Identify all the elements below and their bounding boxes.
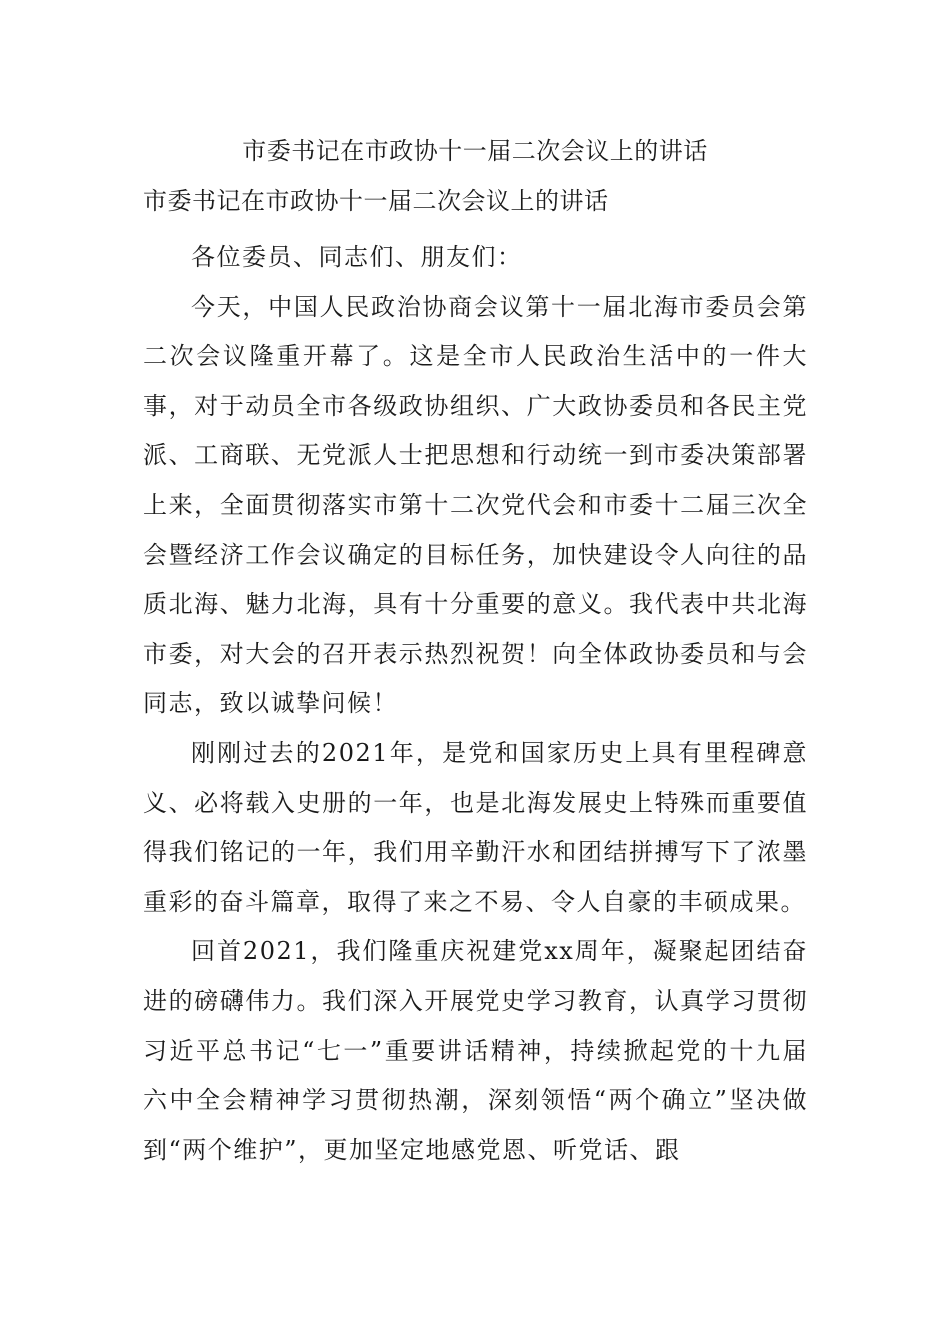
document-subtitle: 市委书记在市政协十一届二次会议上的讲话 xyxy=(143,187,609,215)
document-body xyxy=(143,233,808,1175)
document-title: 市委书记在市政协十一届二次会议上的讲话 xyxy=(242,137,708,165)
body-paragraph: 刚刚过去的2021年，是党和国家历史上具有里程碑意义、必将载入史册的一年，也是北海发展史上特殊而重要值得我们铭记的一年，我们用辛勤汗水和团结拼搏写下了浓墨重彩的奋斗篇章，取得了来之不易、令人自豪的丰硕成果。 xyxy=(143,738,808,916)
body-paragraph: 今天，中国人民政治协商会议第十一届北海市委员会第二次会议隆重开幕了。这是全市人民政治生活中的一件大事，对于动员全市各级政协组织、广大政协委员和各民主党派、工商联、无党派人士把思想和行动统一到市委决策部署上来，全面贯彻落实市第十二次党代会和市委十二届三次全会暨经济工作会议确定的目标任务，加快建设令人向往的品质北海、魅力北海，具有十分重要的意义。我代表中共北海市委，对大会的召开表示热烈祝贺！向全体政协委员和与会同志，致以诚挚问候！ xyxy=(143,292,808,718)
salutation-paragraph: 各位委员、同志们、朋友们： xyxy=(191,243,523,271)
body-paragraph: 回首2021，我们隆重庆祝建党xx周年，凝聚起团结奋进的磅礴伟力。我们深入开展党史学习教育，认真学习贯彻习近平总书记“七一”重要讲话精神，持续掀起党的十九届六中全会精神学习贯彻热潮，深刻领悟“两个确立”坚决做到“两个维护”，更加坚定地感党恩、听党话、跟 xyxy=(143,937,808,1164)
